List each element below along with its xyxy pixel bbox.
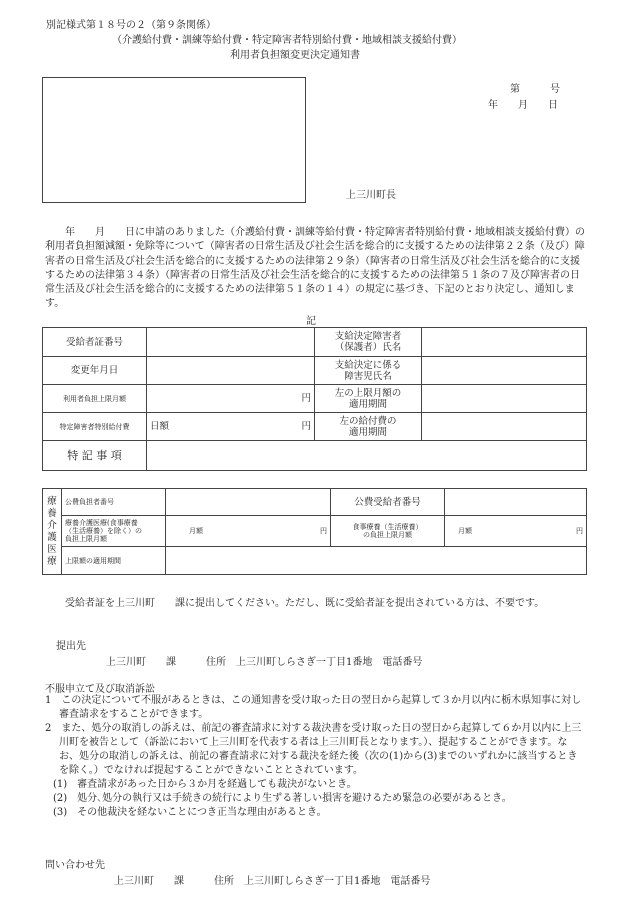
side-char: 護 (47, 531, 57, 543)
notice-paragraph: 受給者証を上三川町 課に提出してください。ただし、既に受給者証を提出されている方は、不要です。 (65, 598, 545, 609)
side-char: 医 (47, 543, 57, 555)
benefit-types: （介護給付費・訓練等給付費・特定障害者特別給付費・地域相談支援給付費） (112, 35, 462, 46)
inquiry-line: 上三川町 課 住所 上三川町しらさぎ一丁目1番地 電話番号 (114, 876, 431, 887)
document-number: 第 号 (510, 84, 560, 95)
special-notes-value (147, 441, 587, 471)
child-name-label-2: 障害児氏名 (344, 370, 392, 382)
recipient-number-value (147, 328, 315, 357)
change-date-label: 変更年月日 (43, 357, 147, 385)
public-recipient-value (445, 489, 587, 516)
medical-limit-label-3: 負担上限月額 (65, 535, 107, 543)
daily-label: 日額 (150, 421, 170, 432)
limit-period-label: 上限額の適用期間 (62, 547, 166, 575)
body-paragraph: 年 月 日に申請のありました（介護給付費・訓練等給付費・特定障害者特別給付費・地域相談支援給付費）の利用者負担額減額・免除等について（障害者の日常生活及び社会生活を総合的に支援するための法律第２２条（及び）障害者の日常生活及び社会生活を総合的に支援するための法律第２９条）（障害者の日常生活及び社会生活を総合的に支援するための法律第３４条）（障害者の日常生活及び社会生活を総合的に支援するための法律第５１条の７及び障害者の日常生活及び社会生活を総合的に支援するための法律第５１条の１４）の規定に基づき、下記のとおり決定し、通知します。 (45, 227, 585, 310)
appeal-list (45, 694, 585, 820)
appeal-sub-2: (2) 処分､処分の執行又は手続きの続行により生ずる著しい損害を避けるため緊急の必要があるとき。 (53, 793, 512, 804)
period-label-2a: 左の給付費の (339, 415, 397, 427)
address-box (42, 77, 306, 203)
side-char: 療 (47, 555, 57, 567)
burden-limit-label: 利用者負担上限月額 (43, 385, 147, 413)
special-benefit-label: 特定障害者特別給付費 (43, 413, 147, 441)
medical-limit-label-2: （生活療養）を除く）の (65, 527, 142, 535)
appeal-item-2: 2 また、処分の取消しの訴えは、前記の審査請求に対する裁決書を受け取った日の翌日から起算して６か月以内に上三川町を被告として（訴訟において上三川町を代表する者は上三川町長となります。）、提起することができます。なお、処分の取消しの訴えは、前記の審査請求に対する裁決を経た後（次の(1)から(3)までのいずれかに該当するときを除く。）でなければ提起することができないこととされています。 (45, 723, 582, 776)
form-id: 別記様式第１８号の２（第９条関係） (46, 20, 216, 31)
recipient-number-label: 受給者証番号 (43, 328, 147, 357)
appeal-heading: 不服申立て及び取消訴訟 (45, 684, 155, 695)
appeal-item-1: 1 この決定について不服があるときは、この通知書を受け取った日の翌日から起算して３か月以内に栃木県知事に対し審査請求をすることができます。 (45, 695, 582, 720)
meal-limit-label-1: 食事療養（生活療養） (352, 523, 423, 531)
submission-line: 上三川町 課 住所 上三川町しらさぎ一丁目1番地 電話番号 (106, 657, 423, 668)
monthly-label-2: 月額 (458, 527, 472, 535)
side-char: 養 (47, 507, 57, 519)
appeal-sub-3: (3) その他裁決を経ないことにつき正当な理由があるとき。 (53, 807, 327, 818)
period-label-1b: 適用期間 (348, 398, 387, 410)
issue-date: 年 月 日 (488, 100, 558, 111)
medical-table (42, 488, 587, 575)
special-notes-label: 特 記 事 項 (43, 441, 147, 471)
public-recipient-label: 公費受給者番号 (331, 489, 445, 516)
limit-period-value (166, 547, 587, 575)
document-title: 利用者負担額変更決定通知書 (230, 50, 360, 61)
meal-limit-yen: 円 (576, 527, 583, 535)
side-char: 療 (47, 495, 57, 507)
child-name-value (422, 357, 587, 385)
period-label-1a: 左の上限月額の (334, 387, 402, 399)
medical-limit-yen: 円 (320, 527, 327, 535)
decision-table (42, 327, 587, 471)
public-payer-label: 公費負担者番号 (62, 489, 166, 516)
inquiry-heading: 問い合わせ先 (45, 860, 105, 871)
burden-limit-yen: 円 (147, 385, 315, 413)
period-value-1 (422, 385, 587, 413)
appeal-sub-1: (1) 審査請求があった日から３か月を経過しても裁決がないとき。 (53, 779, 357, 790)
guardian-name-label-1: 支給決定障害者 (334, 331, 402, 342)
change-date-value (147, 357, 315, 385)
submission-heading: 提出先 (56, 641, 86, 652)
ki-label: 記 (306, 316, 316, 327)
medical-limit-label-1: 療養介護医療(食事療養 (65, 519, 138, 527)
medical-side-label (43, 489, 62, 575)
guardian-name-value (422, 328, 587, 357)
meal-limit-label-2: の負担上限月額 (363, 531, 412, 539)
period-value-2 (422, 413, 587, 441)
issuer-name: 上三川町長 (346, 190, 396, 201)
child-name-label-1: 支給決定に係る (334, 359, 402, 371)
public-payer-value (166, 489, 331, 516)
monthly-label-1: 月額 (189, 527, 203, 535)
period-label-2b: 適用期間 (348, 426, 387, 438)
side-char: 介 (47, 519, 57, 531)
guardian-name-label-2: （保護者）氏名 (334, 342, 402, 353)
special-benefit-yen: 円 (301, 421, 311, 432)
